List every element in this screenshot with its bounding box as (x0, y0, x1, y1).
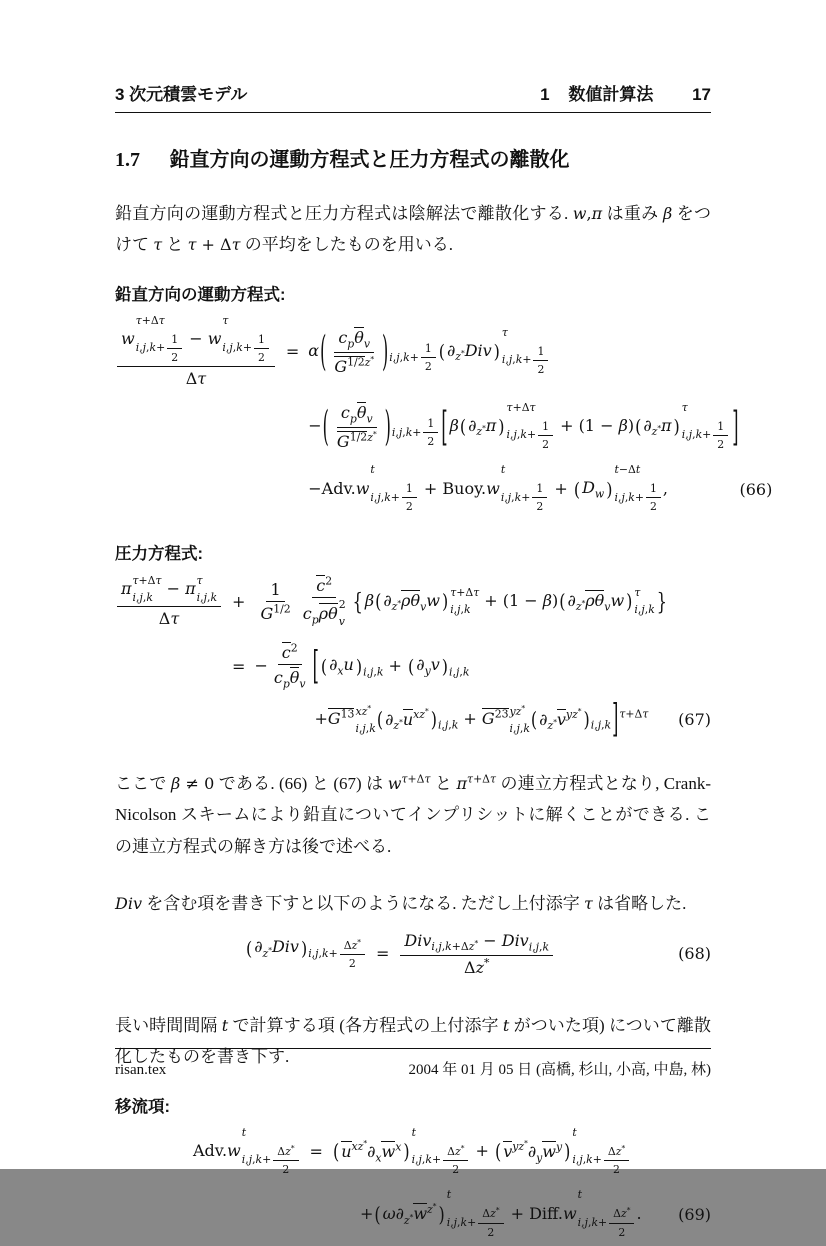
paragraph-crank-nicolson: ここで β ≠ 0 である. (66) と (67) は $w^{\tau+\Delta\tau}$ と $\pi^{\tau+\Delta\tau}$ の連立方程式となり, Crank-Nicolson スキームにより鉛直についてインプリシットに解くことができる. この連立方程式の解き方は後で述べる. (115, 772, 711, 856)
header-left-title: 3 次元積雲モデル (115, 85, 248, 104)
label-pressure-equation: 圧力方程式: (115, 545, 203, 564)
paragraph-intro: 鉛直方向の運動方程式と圧力方程式は陰解法で離散化する. w,π は重み β をつけて τ と τ + Δτ の平均をしたものを用いる. (115, 204, 712, 255)
paragraph-div-term: Div を含む項を書き下すと以下のようになる. ただし上付添字 τ は省略した. (115, 894, 687, 914)
section-heading (115, 143, 711, 172)
equation-67: π τ+Δτ i,j,k − π τ i,j,k Δτ + $\frac{1}{G^{1/2}}$ $c^2$ $c_p\rho\theta$ 2 v { β ( $\partial_{z^*}\rho\theta_vw$ ) τ+Δτ i,j,k + (1 − β) ( $\partial_{z^*}\rho\theta_vw$ ) τ i,j,k } = − $c^2$ $c_p\theta_v$ [ ( $\partial_xu$ ) $_{i,j,k}$ + ( $\partial_yv$ ) $_{i,j,k}$ $+G^{13}$ xz* i,j,k ( $\partial_{z^*}u^{xz^*}$ ) $_{i,j,k} + G^{23}$ yz* i,j,k ( $\partial_{z^*}v^{yz^*}$ ) $_{i,j,k}$]$^{\tau+\Delta\tau}$ (67) (115, 568, 711, 741)
paragraph-long-timestep: 長い時間間隔 t で計算する項 (各方程式の上付添字 t がついた項) について離散化したものを書き下す. (115, 1015, 711, 1067)
header-right (526, 80, 711, 105)
equation-69: Adv.w t i,j,k+ $\frac{\Delta z^*}{2}$ = ( $u^{xz^*}\partial_xw^x$ ) t i,j,k+ $\frac{\Delta z^*}{2}$ + ( $v^{yz^*}\partial_yw^y$ ) t i,j,k+ $\frac{\Delta z^*}{2}$ + ( $\omega\partial_{z^*}w^{z^*}$ ) t i,j,k+ $\frac{\Delta z^*}{2}$ + Diff.w t i,j,k+ $\frac{\Delta z^*}{2}$ . (69) (193, 1125, 711, 1239)
section-title: 鉛直方向の運動方程式と圧力方程式の離散化 (169, 149, 570, 171)
footer-filename: risan.tex (115, 1062, 167, 1078)
footer-date-authors: 2004 年 01 月 05 日 (高橋, 杉山, 小高, 中島, 林) (408, 1062, 711, 1078)
label-advection-term: 移流項: (115, 1097, 170, 1116)
equation-66: w τ+Δτ i,j,k+ $\frac{1}{2}$ − w τ i,j,k+ $\frac{1}{2}$ Δτ = α ( $c_p\theta_v$ $G^{1/2z^*}$ ) $_{i,j,k+ \frac{1}{2}}$ ( $\partial_{z^*}Div$ ) τ i,j,k+ $\frac{1}{2}$ − ( $c_p\theta_v$ $G^{1/2z^*}$ ) $_{i,j,k+ \frac{1}{2}}$ [ β ( $\partial_{z^*}\pi$ ) τ+Δτ i,j,k+ $\frac{1}{2}$ + (1 − β) ( $\partial_{z^*}\pi$ ) τ i,j,k+ $\frac{1}{2}$ ] −Adv.w t i,j,k+ $\frac{1}{2}$ + Buoy.w t i,j,k+ $\frac{1}{2}$ + ( $D_w$ ) t−Δt i,j,k+ $\frac{1}{2}$ , (66) (115, 309, 711, 520)
page-footer (115, 1048, 711, 1079)
label-momentum-equation: 鉛直方向の運動方程式: (115, 285, 286, 304)
header-rule (115, 112, 711, 113)
footer-row (115, 1058, 711, 1079)
footer-rule (115, 1048, 711, 1049)
header-section-number: 1 (540, 85, 550, 104)
header-page-number: 17 (692, 85, 711, 104)
section-number: 1.7 (115, 149, 140, 171)
equation-68: ( $\partial_{z^*}Div$ ) $_{i,j,k+ \frac{\Delta z^*}{2}}$ = Div$_{i,j,k+\Delta z^*}$ − Div$_{i,j,k}$ Δz* (68) (246, 930, 711, 977)
page-header (115, 80, 711, 105)
header-section-title: 数値計算法 (568, 85, 654, 104)
